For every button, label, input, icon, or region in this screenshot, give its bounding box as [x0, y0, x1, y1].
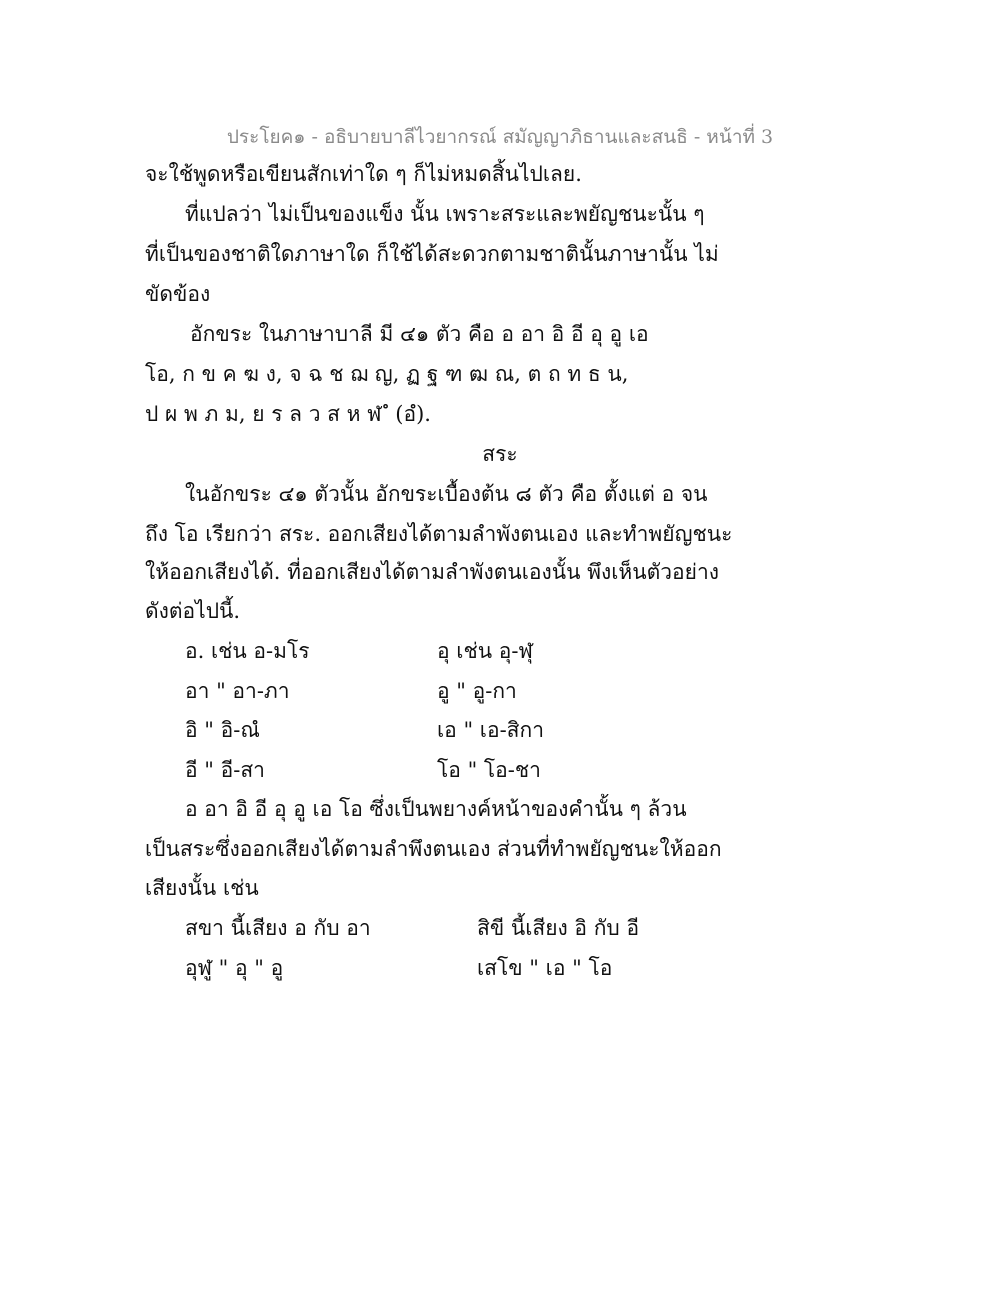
example-right: เสโข " เอ " โอ [477, 956, 613, 980]
text-line: เสียงนั้น เช่น [145, 876, 259, 900]
example-left: อ. เช่น อ-มโร [185, 639, 310, 663]
example-left: อา " อา-ภา [185, 679, 290, 703]
text-line: ในอักขระ ๔๑ ตัวนั้น อักขระเบื้องต้น ๘ ตัว คือ ตั้งแต่ อ จน [185, 482, 708, 506]
text-line: ขัดข้อง [145, 282, 211, 306]
text-line: ดังต่อไปนี้. [145, 599, 241, 623]
text-line: โอ, ก ข ค ฆ ง, จ ฉ ช ฌ ญ, ฏ ฐ ฑ ฒ ณ, ต ถ ท ธ น, [145, 362, 629, 386]
text-line: ที่เป็นของชาติใดภาษาใด ก็ใช้ได้สะดวกตามชาตินั้นภาษานั้น ไม่ [145, 242, 719, 266]
example-left: อุฬู " อุ " อู [185, 956, 284, 980]
example-right: เอ " เอ-สิกา [437, 718, 545, 742]
example-left: อี " อี-สา [185, 758, 265, 782]
text-line: ที่แปลว่า ไม่เป็นของแข็ง นั้น เพราะสระและพยัญชนะนั้น ๆ [185, 202, 705, 226]
example-right: อุ เช่น อุ-ฬุ [437, 639, 533, 663]
text-line: เป็นสระซึ่งออกเสียงได้ตามลำพึงตนเอง ส่วนที่ทำพยัญชนะให้ออก [145, 837, 722, 861]
example-right: สิขี นี้เสียง อิ กับ อี [477, 916, 640, 940]
example-left: อิ " อิ-ณํ [185, 718, 260, 742]
text-line: ให้ออกเสียงได้. ที่ออกเสียงได้ตามลำพังตนเองนั้น พึงเห็นตัวอย่าง [145, 560, 719, 584]
text-line: ป ผ พ ภ ม, ย ร ล ว ส ห ฬ ํ (อํ). [145, 402, 431, 426]
example-right: โอ " โอ-ชา [437, 758, 541, 782]
page-header: ประโยค๑ - อธิบายบาลีไวยากรณ์ สมัญญาภิธานและสนธิ - หน้าที่ 3 [226, 126, 774, 148]
text-line: อ อา อิ อี อุ อู เอ โอ ซึ่งเป็นพยางค์หน้าของคำนั้น ๆ ล้วน [185, 797, 687, 821]
example-left: สขา นี้เสียง อ กับ อา [185, 916, 371, 940]
text-line: จะใช้พูดหรือเขียนสักเท่าใด ๆ ก็ไม่หมดสิ้นไปเลย. [145, 162, 582, 186]
text-line: อักขระ ในภาษาบาลี มี ๔๑ ตัว คือ อ อา อิ อี อุ อู เอ [190, 322, 649, 346]
section-heading: สระ [482, 442, 518, 466]
example-right: อู " อู-กา [437, 679, 517, 703]
text-line: ถึง โอ เรียกว่า สระ. ออกเสียงได้ตามลำพังตนเอง และทำพยัญชนะ [145, 522, 733, 546]
